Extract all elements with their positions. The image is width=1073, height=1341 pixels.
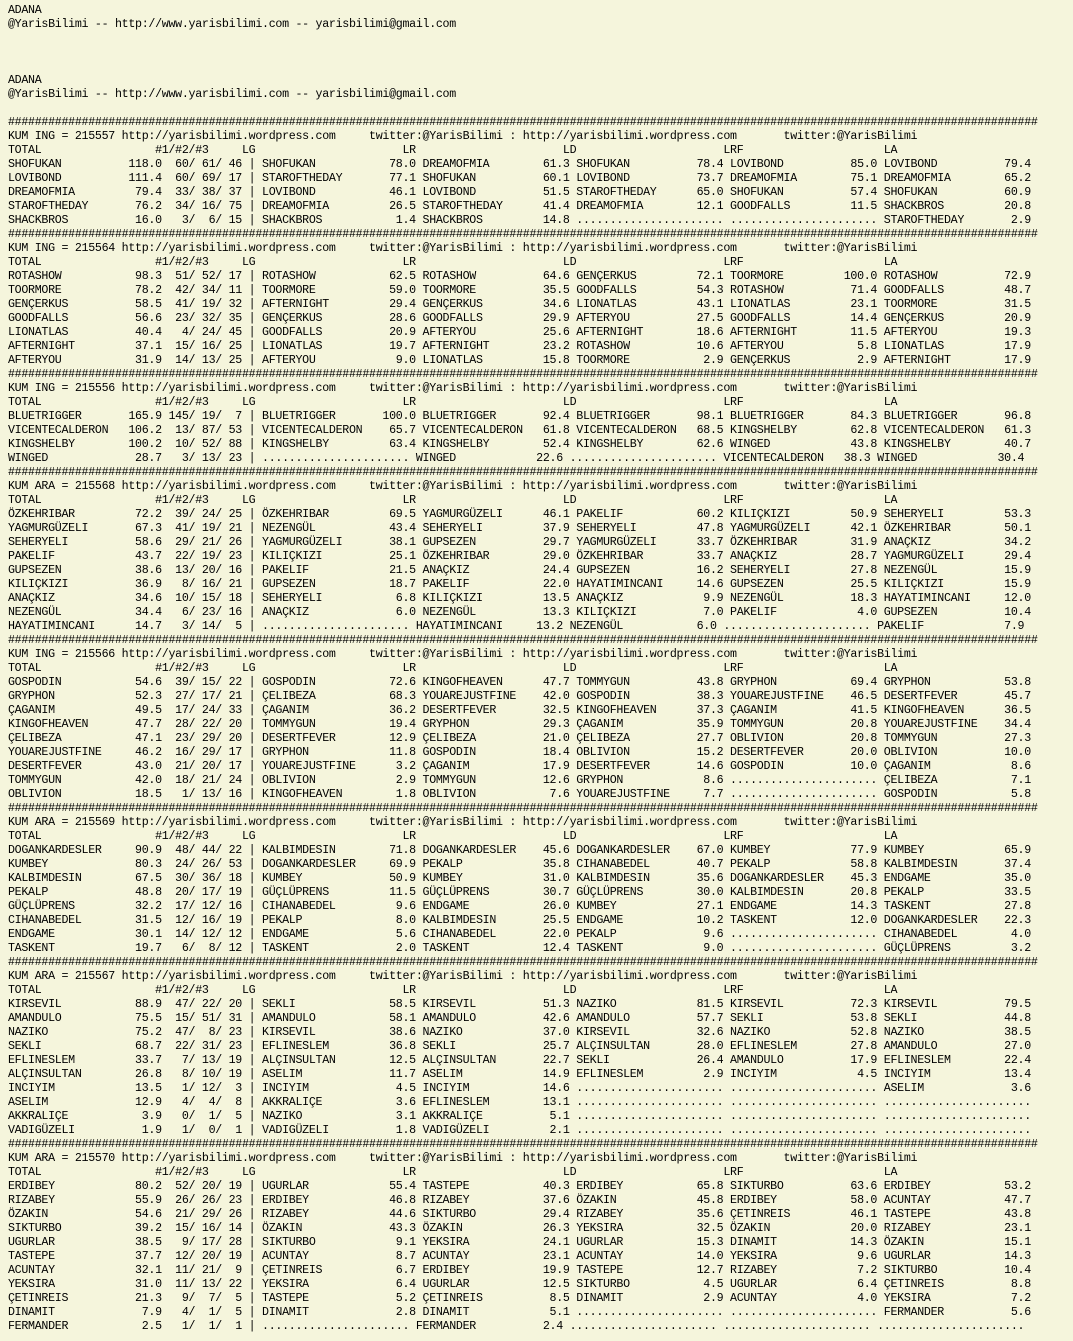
race-block: KUM ARA = 215569 http://yarisbilimi.wordpress.com twitter:@YarisBilimi : http://yarisbilimi.wordpress.com twitter:@YarisBilimi TOTAL #1/#2/#3 LG LR LD LRF LA DOGANKARDESLER 90.9 48/ 44/ 22 | KALBIMDESIN 71.8 DOGANKARDESLER 45.6 DOGANKARDESLER 67.0 KUMBEY 77.9 KUMBEY 65.9 KUMBEY 80.3 24/ 26/ 53 | DOGANKARDESLER 69.9 PEKALP 35.8 CIHANABEDEL 40.7 PEKALP 58.8 KALBIMDESIN 37.4 KALBIMDESIN 67.5 30/ 36/ 18 | KUMBEY 50.9 KUMBEY 31.0 KALBIMDESIN 35.6 DOGANKARDESLER 45.3 ENDGAME 35.0 PEKALP 48.8 20/ 17/ 19 | GÜÇLÜPRENS 11.5 GÜÇLÜPRENS 30.7 GÜÇLÜPRENS 30.0 KALBIMDESIN 20.8 PEKALP 33.5 GÜÇLÜPRENS 32.2 17/ 12/ 16 | CIHANABEDEL 9.6 ENDGAME 26.0 KUMBEY 27.1 ENDGAME 14.3 TASKENT 27.8 CIHANABEDEL 31.5 12/ 16/ 19 | PEKALP 8.0 KALBIMDESIN 25.5 ENDGAME 10.2 TASKENT 12.0 DOGANKARDESLER 22.3 ENDGAME 30.1 14/ 12/ 12 | ENDGAME 5.6 CIHANABEDEL 22.0 PEKALP 9.6 ...................... CIHANABEDEL 4.0 TASKENT 19.7 6/ 8/ 12 | TASKENT 2.0 TASKENT 12.4 TASKENT 9.0 ...................... GÜÇLÜPRENS 3.2 ########################################################################################################################################################## xyxy=(8,816,1038,969)
race-block: KUM ING = 215556 http://yarisbilimi.wordpress.com twitter:@YarisBilimi : http://yarisbilimi.wordpress.com twitter:@YarisBilimi TOTAL #1/#2/#3 LG LR LD LRF LA BLUETRIGGER 165.9 145/ 19/ 7 | BLUETRIGGER 100.0 BLUETRIGGER 92.4 BLUETRIGGER 98.1 BLUETRIGGER 84.3 BLUETRIGGER 96.8 VICENTECALDERON 106.2 13/ 87/ 53 | VICENTECALDERON 65.7 VICENTECALDERON 61.8 VICENTECALDERON 68.5 KINGSHELBY 62.8 VICENTECALDERON 61.3 KINGSHELBY 100.2 10/ 52/ 88 | KINGSHELBY 63.4 KINGSHELBY 52.4 KINGSHELBY 62.6 WINGED 43.8 KINGSHELBY 40.7 WINGED 28.7 3/ 13/ 23 | ...................... WINGED 22.6 ...................... VICENTECALDERON 38.3 WINGED 30.4 ########################################################################################################################################################## xyxy=(8,382,1038,479)
race-block: KUM ARA = 215567 http://yarisbilimi.wordpress.com twitter:@YarisBilimi : http://yarisbilimi.wordpress.com twitter:@YarisBilimi TOTAL #1/#2/#3 LG LR LD LRF LA KIRSEVIL 88.9 47/ 22/ 20 | SEKLI 58.5 KIRSEVIL 51.3 NAZIKO 81.5 KIRSEVIL 72.3 KIRSEVIL 79.5 AMANDULO 75.5 15/ 51/ 31 | AMANDULO 58.1 AMANDULO 42.6 AMANDULO 57.7 SEKLI 53.8 SEKLI 44.8 NAZIKO 75.2 47/ 8/ 23 | KIRSEVIL 38.6 NAZIKO 37.0 KIRSEVIL 32.6 NAZIKO 52.8 NAZIKO 38.5 SEKLI 68.7 22/ 31/ 23 | EFLINESLEM 36.8 SEKLI 25.7 ALÇINSULTAN 28.0 EFLINESLEM 27.8 AMANDULO 27.0 EFLINESLEM 33.7 7/ 13/ 19 | ALÇINSULTAN 12.5 ALÇINSULTAN 22.7 SEKLI 26.4 AMANDULO 17.9 EFLINESLEM 22.4 ALÇINSULTAN 26.8 8/ 10/ 19 | ASELIM 11.7 ASELIM 14.9 EFLINESLEM 2.9 INCIYIM 4.5 INCIYIM 13.4 INCIYIM 13.5 1/ 12/ 3 | INCIYIM 4.5 INCIYIM 14.6 ...................... ...................... ASELIM 3.6 ASELIM 12.9 4/ 4/ 8 | AKKRALIÇE 3.6 EFLINESLEM 13.1 ...................... ...................... ...................... AKKRALIÇE 3.9 0/ 1/ 5 | NAZIKO 3.1 AKKRALIÇE 5.1 ...................... ...................... ...................... VADIGÜZELI 1.9 1/ 0/ 1 | VADIGÜZELI 1.8 VADIGÜZELI 2.1 ...................... ...................... ...................... ########################################################################################################################################################## xyxy=(8,970,1038,1151)
report-header: ADANA @YarisBilimi -- http://www.yarisbilimi.com -- yarisbilimi@gmail.com ADANA @YarisBilimi -- http://www.yarisbilimi.com -- yarisbilimi@gmail.com ########################################################################################################################################################## xyxy=(8,4,1038,129)
race-block: KUM ING = 215566 http://yarisbilimi.wordpress.com twitter:@YarisBilimi : http://yarisbilimi.wordpress.com twitter:@YarisBilimi TOTAL #1/#2/#3 LG LR LD LRF LA GOSPODIN 54.6 39/ 15/ 22 | GOSPODIN 72.6 KINGOFHEAVEN 47.7 TOMMYGUN 43.8 GRYPHON 69.4 GRYPHON 53.8 GRYPHON 52.3 27/ 17/ 21 | ÇELIBEZA 68.3 YOUAREJUSTFINE 42.0 GOSPODIN 38.3 YOUAREJUSTFINE 46.5 DESERTFEVER 45.7 ÇAGANIM 49.5 17/ 24/ 33 | ÇAGANIM 36.2 DESERTFEVER 32.5 KINGOFHEAVEN 37.3 ÇAGANIM 41.5 KINGOFHEAVEN 36.5 KINGOFHEAVEN 47.7 28/ 22/ 20 | TOMMYGUN 19.4 GRYPHON 29.3 ÇAGANIM 35.9 TOMMYGUN 20.8 YOUAREJUSTFINE 34.4 ÇELIBEZA 47.1 23/ 29/ 20 | DESERTFEVER 12.9 ÇELIBEZA 21.0 ÇELIBEZA 27.7 OBLIVION 20.8 TOMMYGUN 27.3 YOUAREJUSTFINE 46.2 16/ 29/ 17 | GRYPHON 11.8 GOSPODIN 18.4 OBLIVION 15.2 DESERTFEVER 20.0 OBLIVION 10.0 DESERTFEVER 43.0 21/ 20/ 17 | YOUAREJUSTFINE 3.2 ÇAGANIM 17.9 DESERTFEVER 14.6 GOSPODIN 10.0 ÇAGANIM 8.6 TOMMYGUN 42.0 18/ 21/ 24 | OBLIVION 2.9 TOMMYGUN 12.6 GRYPHON 8.6 ...................... ÇELIBEZA 7.1 OBLIVION 18.5 1/ 13/ 16 | KINGOFHEAVEN 1.8 OBLIVION 7.6 YOUAREJUSTFINE 7.7 ...................... GOSPODIN 5.8 ########################################################################################################################################################## xyxy=(8,648,1038,815)
race-block: KUM ING = 215557 http://yarisbilimi.wordpress.com twitter:@YarisBilimi : http://yarisbilimi.wordpress.com twitter:@YarisBilimi TOTAL #1/#2/#3 LG LR LD LRF LA SHOFUKAN 118.0 60/ 61/ 46 | SHOFUKAN 78.0 DREAMOFMIA 61.3 SHOFUKAN 78.4 LOVIBOND 85.0 LOVIBOND 79.4 LOVIBOND 111.4 60/ 69/ 17 | STAROFTHEDAY 77.1 SHOFUKAN 60.1 LOVIBOND 73.7 DREAMOFMIA 75.1 DREAMOFMIA 65.2 DREAMOFMIA 79.4 33/ 38/ 37 | LOVIBOND 46.1 LOVIBOND 51.5 STAROFTHEDAY 65.0 SHOFUKAN 57.4 SHOFUKAN 60.9 STAROFTHEDAY 76.2 34/ 16/ 75 | DREAMOFMIA 26.5 STAROFTHEDAY 41.4 DREAMOFMIA 12.1 GOODFALLS 11.5 SHACKBROS 20.8 SHACKBROS 16.0 3/ 6/ 15 | SHACKBROS 1.4 SHACKBROS 14.8 ...................... ...................... STAROFTHEDAY 2.9 ########################################################################################################################################################## xyxy=(8,130,1038,241)
race-block: KUM ARA = 215568 http://yarisbilimi.wordpress.com twitter:@YarisBilimi : http://yarisbilimi.wordpress.com twitter:@YarisBilimi TOTAL #1/#2/#3 LG LR LD LRF LA ÖZKEHRIBAR 72.2 39/ 24/ 25 | ÖZKEHRIBAR 69.5 YAGMURGÜZELI 46.1 PAKELIF 60.2 KILIÇKIZI 50.9 SEHERYELI 53.3 YAGMURGÜZELI 67.3 41/ 19/ 21 | NEZENGÜL 43.4 SEHERYELI 37.9 SEHERYELI 47.8 YAGMURGÜZELI 42.1 ÖZKEHRIBAR 50.1 SEHERYELI 58.6 29/ 21/ 26 | YAGMURGÜZELI 38.1 GUPSEZEN 29.7 YAGMURGÜZELI 33.7 ÖZKEHRIBAR 31.9 ANAÇKIZ 34.2 PAKELIF 43.7 22/ 19/ 23 | KILIÇKIZI 25.1 ÖZKEHRIBAR 29.0 ÖZKEHRIBAR 33.7 ANAÇKIZ 28.7 YAGMURGÜZELI 29.4 GUPSEZEN 38.6 13/ 20/ 16 | PAKELIF 21.5 ANAÇKIZ 24.4 GUPSEZEN 16.2 SEHERYELI 27.8 NEZENGÜL 15.9 KILIÇKIZI 36.9 8/ 16/ 21 | GUPSEZEN 18.7 PAKELIF 22.0 HAYATIMINCANI 14.6 GUPSEZEN 25.5 KILIÇKIZI 15.9 ANAÇKIZ 34.6 10/ 15/ 18 | SEHERYELI 6.8 KILIÇKIZI 13.5 ANAÇKIZ 9.9 NEZENGÜL 18.3 HAYATIMINCANI 12.0 NEZENGÜL 34.4 6/ 23/ 16 | ANAÇKIZ 6.0 NEZENGÜL 13.3 KILIÇKIZI 7.0 PAKELIF 4.0 GUPSEZEN 10.4 HAYATIMINCANI 14.7 3/ 14/ 5 | ...................... HAYATIMINCANI 13.2 NEZENGÜL 6.0 ...................... PAKELIF 7.9 ########################################################################################################################################################## xyxy=(8,480,1038,647)
race-block: KUM ARA = 215570 http://yarisbilimi.wordpress.com twitter:@YarisBilimi : http://yarisbilimi.wordpress.com twitter:@YarisBilimi TOTAL #1/#2/#3 LG LR LD LRF LA ERDIBEY 80.2 52/ 20/ 19 | UGURLAR 55.4 TASTEPE 40.3 ERDIBEY 65.8 SIKTURBO 63.6 ERDIBEY 53.2 RIZABEY 55.9 26/ 26/ 23 | ERDIBEY 46.8 RIZABEY 37.6 ÖZAKIN 45.8 ERDIBEY 58.0 ACUNTAY 47.7 ÖZAKIN 54.6 21/ 29/ 26 | RIZABEY 44.6 SIKTURBO 29.4 RIZABEY 35.6 ÇETINREIS 46.1 TASTEPE 43.8 SIKTURBO 39.2 15/ 16/ 14 | ÖZAKIN 43.3 ÖZAKIN 26.3 YEKSIRA 32.5 ÖZAKIN 20.0 RIZABEY 23.1 UGURLAR 38.5 9/ 17/ 28 | SIKTURBO 9.1 YEKSIRA 24.1 UGURLAR 15.3 DINAMIT 14.3 ÖZAKIN 15.1 TASTEPE 37.7 12/ 20/ 19 | ACUNTAY 8.7 ACUNTAY 23.1 ACUNTAY 14.0 YEKSIRA 9.6 UGURLAR 14.3 ACUNTAY 32.1 11/ 21/ 9 | ÇETINREIS 6.7 ERDIBEY 19.9 TASTEPE 12.7 RIZABEY 7.2 SIKTURBO 10.4 YEKSIRA 31.0 11/ 13/ 22 | YEKSIRA 6.4 UGURLAR 12.5 SIKTURBO 4.5 UGURLAR 6.4 ÇETINREIS 8.8 ÇETINREIS 21.3 9/ 7/ 5 | TASTEPE 5.2 ÇETINREIS 8.5 DINAMIT 2.9 ACUNTAY 4.0 YEKSIRA 7.2 DINAMIT 7.9 4/ 1/ 5 | DINAMIT 2.8 DINAMIT 5.1 ...................... ...................... FERMANDER 5.6 FERMANDER 2.5 1/ 1/ 1 | ...................... FERMANDER 2.4 ...................... ...................... ...................... xyxy=(8,1152,1031,1333)
race-block: KUM ING = 215564 http://yarisbilimi.wordpress.com twitter:@YarisBilimi : http://yarisbilimi.wordpress.com twitter:@YarisBilimi TOTAL #1/#2/#3 LG LR LD LRF LA ROTASHOW 98.3 51/ 52/ 17 | ROTASHOW 62.5 ROTASHOW 64.6 GENÇERKUS 72.1 TOORMORE 100.0 ROTASHOW 72.9 TOORMORE 78.2 42/ 34/ 11 | TOORMORE 59.0 TOORMORE 35.5 GOODFALLS 54.3 ROTASHOW 71.4 GOODFALLS 48.7 GENÇERKUS 58.5 41/ 19/ 32 | AFTERNIGHT 29.4 GENÇERKUS 34.6 LIONATLAS 43.1 LIONATLAS 23.1 TOORMORE 31.5 GOODFALLS 56.6 23/ 32/ 35 | GENÇERKUS 28.6 GOODFALLS 29.9 AFTERYOU 27.5 GOODFALLS 14.4 GENÇERKUS 20.9 LIONATLAS 40.4 4/ 24/ 45 | GOODFALLS 20.9 AFTERYOU 25.6 AFTERNIGHT 18.6 AFTERNIGHT 11.5 AFTERYOU 19.3 AFTERNIGHT 37.1 15/ 16/ 25 | LIONATLAS 19.7 AFTERNIGHT 23.2 ROTASHOW 10.6 AFTERYOU 5.8 LIONATLAS 17.9 AFTERYOU 31.9 14/ 13/ 25 | AFTERYOU 9.0 LIONATLAS 15.8 TOORMORE 2.9 GENÇERKUS 2.9 AFTERNIGHT 17.9 ########################################################################################################################################################## xyxy=(8,242,1038,381)
